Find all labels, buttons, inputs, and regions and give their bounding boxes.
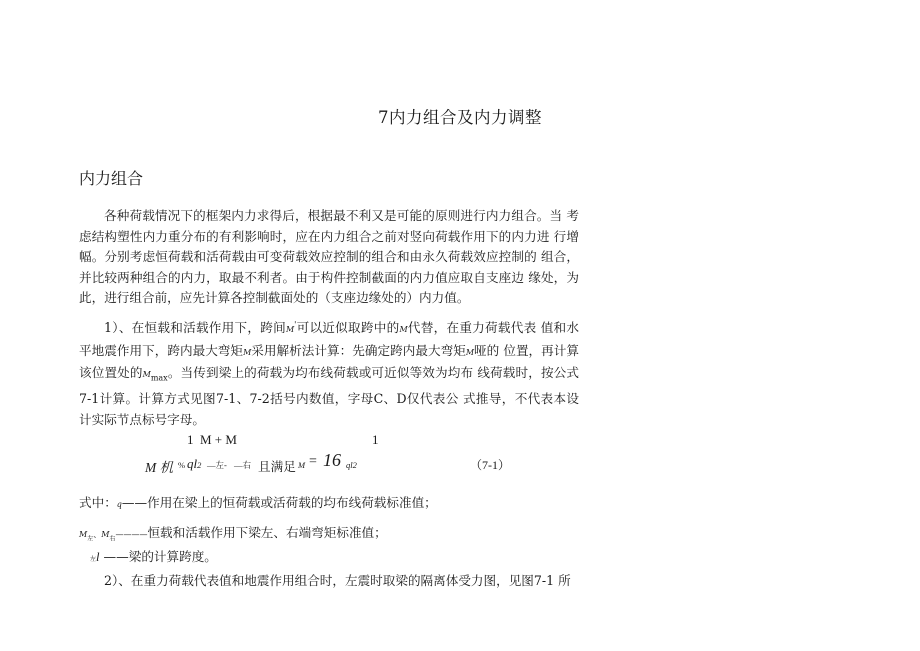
formula-top-fraction: M + M: [200, 432, 237, 447]
formula-ql2: ql2: [346, 460, 357, 470]
paragraph-2: 1）、在恒载和活载作用下，跨间M'可以近似取跨中的M代替，在重力荷载代表 值和水平地震作用下，跨内最大弯矩M采用解析法计算：先确定跨内最大弯矩M哑的 位置，再计算该位置处的$M_{max}$。当传到梁上的荷载为均布线荷载或可近似等效为均布 线荷载时，按公式7-1计算。计算方式见图7-1、7-2括号内数值，字母C、D仅代表公 式推导，不代表本设计实际节点标号字母。: [79, 320, 580, 428]
paragraph-3: 2）、在重力荷载代表值和地震作用组合时，左震时取梁的隔离体受力图，见图7-1 所: [104, 573, 571, 588]
formula-top-one-right: 1: [372, 432, 379, 447]
where-line-span: 左l ——梁的计算跨度。: [90, 549, 217, 564]
formula-number: （7-1）: [470, 458, 510, 472]
formula-equals: =: [309, 454, 317, 469]
section-heading: 内力组合: [79, 169, 144, 188]
formula-dash-left: —左-: [207, 460, 227, 470]
where-line-moments: $M_左$、$M_右————$恒载和活载作用下梁左、右端弯矩标准值；: [79, 525, 387, 543]
formula-ql: ql2: [187, 456, 202, 471]
formula-top-one: 1: [187, 432, 194, 447]
formula-condition: 且满足: [258, 459, 296, 474]
formula-sixteen: 16: [323, 450, 341, 470]
where-line-q: 式中：q——作用在梁上的恒荷载或活荷载的均布线荷载标准值；: [79, 495, 437, 510]
document-title: 7内力组合及内力调整: [378, 108, 542, 127]
paragraph-1: 各种荷载情况下的框架内力求得后，根据最不利又是可能的原则进行内力组合。当 考虑结构塑性内力重分布的有利影响时，应在内力组合之前对竖向荷载作用下的内力进 行增幅。分别考虑恒荷载和活荷载由可变荷载效应控制的组合和由永久荷载效应控制的 组合，并比较两种组合的内力，取最不利者。由于构件控制截面的内力值应取自支座边 缘处，为此，进行组合前，应先计算各控制截面处的（支座边缘处的）内力值。: [79, 208, 579, 306]
formula-m: M: [298, 460, 306, 470]
formula-percent: %: [178, 460, 186, 470]
formula-lhs: M 机: [145, 460, 174, 475]
formula-dash-right: —右: [234, 460, 252, 470]
